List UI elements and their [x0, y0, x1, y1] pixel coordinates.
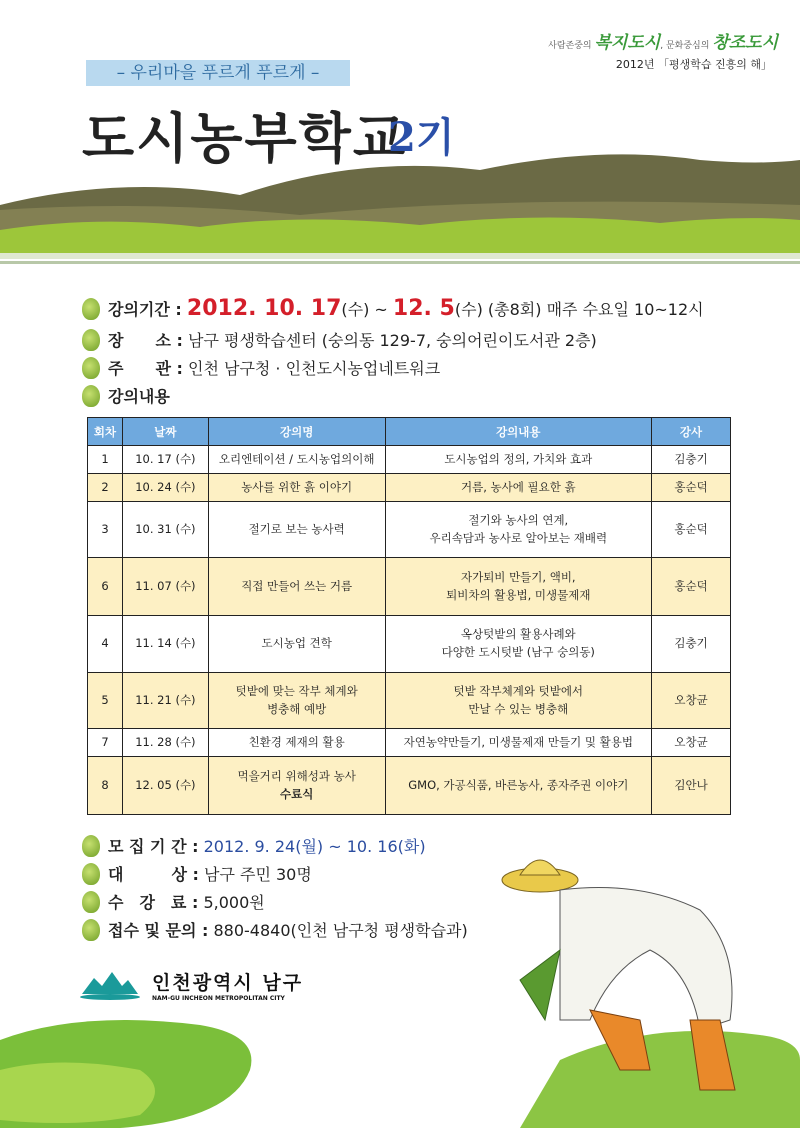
table-row [88, 757, 731, 815]
cell-no-text: 6 [101, 578, 109, 593]
district-logo [78, 968, 303, 1002]
cell-title-text: 텃밭에 맞는 작부 체계와 [235, 683, 358, 698]
title-suffix: 2기 [388, 114, 455, 161]
cell-content-text: 퇴비차의 활용법, 미생물제재 [446, 587, 591, 602]
cell-date [122, 757, 208, 815]
cell-date [122, 729, 208, 757]
cell-content [385, 616, 652, 673]
cell-title-text: 절기로 보는 농사력 [248, 521, 345, 536]
cell-no-text: 8 [101, 777, 109, 792]
cell-no [88, 502, 123, 558]
cell-no [88, 729, 123, 757]
logo-english: NAM-GU INCHEON METROPOLITAN CITY [152, 995, 285, 1002]
cell-content-text: 거름, 농사에 필요한 흙 [460, 479, 576, 494]
cell-content-text: GMO, 가공식품, 바른농사, 종자주권 이야기 [408, 777, 629, 792]
recruit-contact: 접수 및 문의 : 880-4840(인천 남구청 평생학습과) [82, 918, 468, 941]
cell-date-text: 10. 24 (수) [135, 479, 196, 494]
cell-content-text: 절기와 농사의 연계, [468, 512, 569, 527]
cell-no-text: 7 [101, 734, 109, 749]
cell-date-text: 12. 05 (수) [135, 777, 196, 792]
cell-title-text: 도시농업 견학 [261, 636, 332, 651]
cell-lecturer-text: 김충기 [674, 636, 708, 651]
table-row [88, 558, 731, 616]
table-row [88, 502, 731, 558]
cell-lecturer [652, 616, 731, 673]
cell-content [385, 474, 652, 502]
cell-title [208, 474, 385, 502]
cell-lecturer-text: 홍순덕 [674, 521, 708, 536]
cell-lecturer-text: 홍순덕 [674, 578, 708, 593]
cell-lecturer [652, 757, 731, 815]
table-row [88, 673, 731, 729]
cell-lecturer [652, 729, 731, 757]
cell-content-text: 다양한 도시텃밭 (남구 숭의동) [441, 645, 595, 659]
cell-content-text: 우리속담과 농사로 알아보는 재배력 [429, 530, 608, 545]
cell-lecturer [652, 673, 731, 729]
cell-content [385, 502, 652, 558]
cell-content [385, 446, 652, 474]
cell-date [122, 446, 208, 474]
info-host: 주 관 : 인천 남구청 · 인천도시농업네트워크 [82, 356, 440, 379]
recruit-target: 대 상 : 남구 주민 30명 [82, 862, 312, 885]
cell-date-text: 11. 21 (수) [135, 692, 196, 707]
cell-lecturer-text: 김충기 [674, 451, 708, 466]
cell-lecturer [652, 446, 731, 474]
cell-content-text: 텃밭 작부체계와 텃밭에서 [453, 683, 584, 698]
cell-title [208, 729, 385, 757]
cell-content [385, 729, 652, 757]
cell-lecturer-text: 오창균 [674, 692, 708, 707]
cell-lecturer-text: 홍순덕 [674, 479, 708, 494]
cell-title-text: 직접 만들어 쓰는 거름 [241, 578, 353, 593]
cell-lecturer-text: 오창균 [674, 734, 708, 749]
cell-date [122, 616, 208, 673]
cell-no [88, 616, 123, 673]
cell-lecturer [652, 558, 731, 616]
cell-no [88, 446, 123, 474]
info-content-label: 강의내용 [82, 384, 170, 407]
cell-title [208, 558, 385, 616]
col-date: 날짜 [122, 418, 208, 446]
page-title: 도시농부학교 [82, 106, 407, 170]
leaf-bullet-icon [82, 385, 100, 407]
cell-no [88, 757, 123, 815]
table-row [88, 729, 731, 757]
cell-content-text: 옥상텃밭의 활용사례와 [460, 627, 576, 642]
col-no: 회차 [88, 418, 123, 446]
cell-title [208, 616, 385, 673]
recruit-period: 모 집 기 간 : 2012. 9. 24(월) ~ 10. 16(화) [82, 834, 426, 857]
table-row [88, 474, 731, 502]
table-row [88, 616, 731, 673]
leaf-bullet-icon [82, 329, 100, 351]
cell-date [122, 502, 208, 558]
cell-content-text: 만날 수 있는 병충해 [468, 701, 569, 716]
mountain-scenery [0, 135, 800, 285]
cell-title [208, 502, 385, 558]
mountain-logo-icon [78, 968, 142, 1002]
city-slogan: 사람존중의 복지도시, 문화중심의 창조도시 [548, 33, 778, 53]
logo-name: 인천광역시 남구 [152, 972, 304, 994]
cell-title-text: 수료식 [280, 786, 314, 801]
cell-date [122, 474, 208, 502]
cell-no-text: 4 [101, 636, 109, 651]
cell-title [208, 757, 385, 815]
table-row [88, 446, 731, 474]
cell-title-text: 병충해 예방 [267, 701, 327, 716]
cell-date [122, 558, 208, 616]
cell-lecturer [652, 502, 731, 558]
cell-content-text: 자가퇴비 만들기, 액비, [460, 569, 576, 584]
cell-title-text: 먹을거리 위해성과 농사 [237, 768, 356, 783]
cell-title-text: 농사를 위한 흙 이야기 [241, 479, 353, 494]
cell-date-text: 11. 28 (수) [135, 734, 196, 749]
cell-no [88, 474, 123, 502]
cell-date-text: 11. 07 (수) [135, 578, 196, 593]
leaf-bullet-icon [82, 298, 100, 320]
cell-title [208, 673, 385, 729]
cell-title-text: 친환경 제재의 활용 [248, 734, 345, 749]
col-lecturer: 강사 [652, 418, 731, 446]
year-motto: 2012년 「평생학습 진흥의 해」 [615, 58, 772, 71]
leaf-bullet-icon [82, 357, 100, 379]
cell-no-text: 3 [101, 521, 109, 536]
cell-title [208, 446, 385, 474]
cell-content [385, 673, 652, 729]
recruit-fee: 수 강 료 : 5,000원 [82, 890, 265, 913]
cell-content-text: 자연농약만들기, 미생물제재 만들기 및 활용법 [403, 734, 633, 749]
col-content: 강의내용 [385, 418, 652, 446]
cell-date-text: 11. 14 (수) [135, 636, 196, 651]
cell-title-text: 오리엔테이션 / 도시농업의이해 [218, 451, 375, 466]
subtitle: – 우리마을 푸르게 푸르게 – [86, 60, 350, 86]
schedule-table [87, 417, 731, 815]
table-header [88, 418, 731, 446]
cell-no-text: 1 [101, 451, 109, 466]
cell-no [88, 673, 123, 729]
cell-no [88, 558, 123, 616]
cell-content [385, 757, 652, 815]
info-period: 강의기간 : 2012. 10. 17 (수) ~ 12. 5 (수) (총8회) 매주 수요일 10~12시 [82, 296, 704, 321]
cell-date-text: 10. 17 (수) [135, 451, 196, 466]
cell-content [385, 558, 652, 616]
cell-date [122, 673, 208, 729]
col-title: 강의명 [208, 418, 385, 446]
info-place: 장 소 : 남구 평생학습센터 (숭의동 129-7, 숭의어린이도서관 2층) [82, 328, 597, 351]
cell-lecturer [652, 474, 731, 502]
cell-lecturer-text: 김안나 [674, 777, 708, 792]
cell-content-text: 도시농업의 정의, 가치와 효과 [444, 451, 593, 466]
cell-no-text: 2 [101, 479, 109, 494]
cell-no-text: 5 [101, 692, 109, 707]
cell-date-text: 10. 31 (수) [135, 521, 196, 536]
